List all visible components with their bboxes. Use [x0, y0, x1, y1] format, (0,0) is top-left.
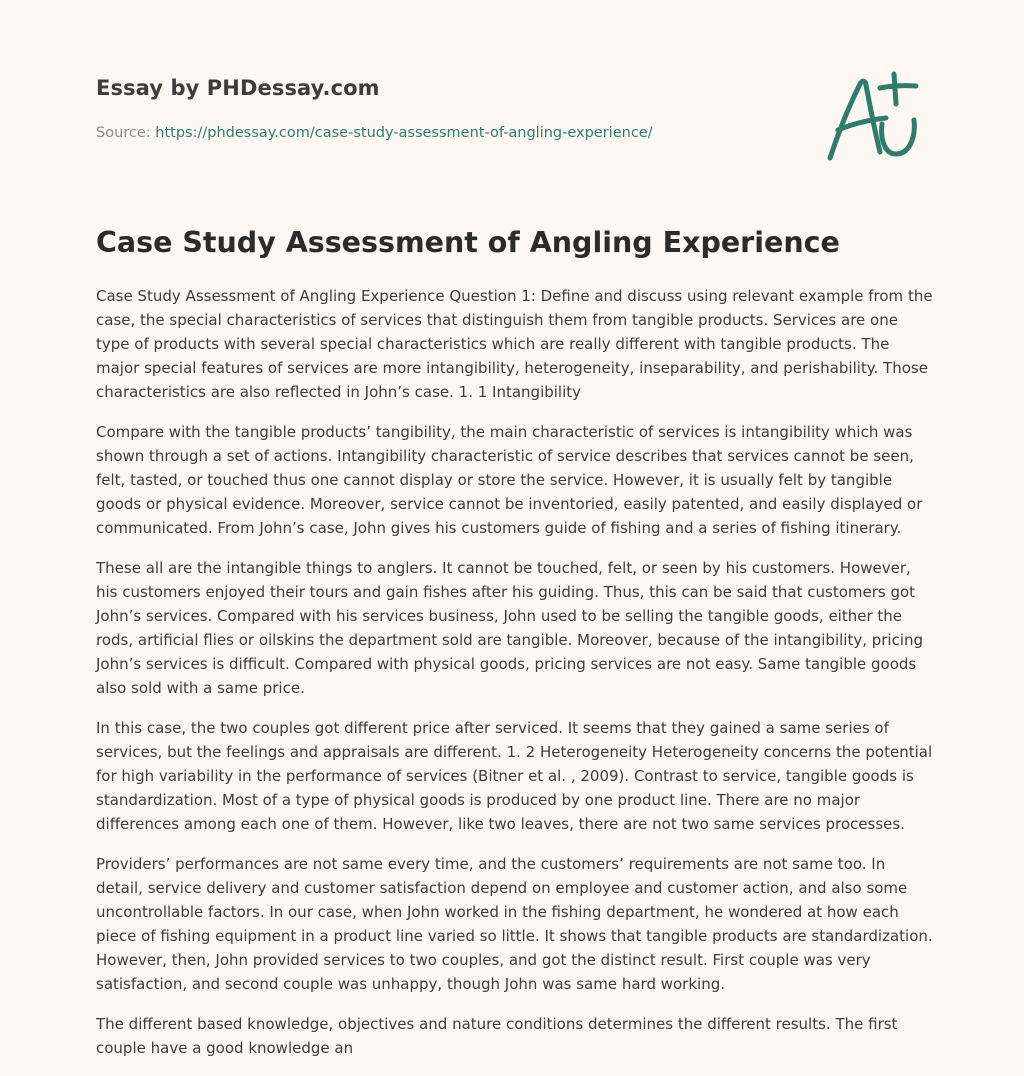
paragraph-5: Providers’ performances are not same every time, and the customers’ requirements are not same too. In detail, service delivery and customer satisfaction depend on employee and customer action, and also some uncontrollable factors. In our case, when John worked in the fishing department, he wondered at how each piece of fishing equipment in a product line varied so little. It shows that tangible products are standardization. However, then, John provided services to two couples, and got the distinct result. First couple was very satisfaction, and second couple was unhappy, though John was same hard working. [96, 855, 933, 993]
source-label: Source: [96, 125, 151, 141]
page-title: Case Study Assessment of Angling Experience [96, 226, 840, 259]
site-name: Essay by PHDessay.com [96, 76, 380, 100]
source-line [96, 125, 653, 141]
a-plus-logo-icon [824, 68, 924, 164]
paragraph-1: Case Study Assessment of Angling Experience Question 1: Define and discuss using relevant example from the case, the special characteristics of services that distinguish them from tangible products. Services are one type of products with several special characteristics which are really different with tangible products. The major special features of services are more intangibility, heterogeneity, inseparability, and perishability. Those characteristics are also reflected in John’s case. 1. 1 Intangibility [96, 287, 933, 401]
paragraph-6: The different based knowledge, objectives and nature conditions determines the different results. The first couple have a good knowledge an [96, 1015, 898, 1057]
essay-page [96, 0, 933, 1057]
paragraph-4: In this case, the two couples got different price after serviced. It seems that they gained a same series of services, but the feelings and appraisals are different. 1. 2 Heterogeneity Heterogeneity concerns the potential for high variability in the performance of services (Bitner et al. , 2009). Contrast to service, tangible goods is standardization. Most of a type of physical goods is produced by one product line. There are no major differences among each one of them. However, like two leaves, there are not two same services processes. [96, 719, 933, 833]
essay-body [96, 284, 936, 1076]
paragraph-2: Compare with the tangible products’ tangibility, the main characteristic of services is intangibility which was shown through a set of actions. Intangibility characteristic of service describes that services cannot be seen, felt, tasted, or touched thus one cannot display or store the service. However, it is usually felt by tangible goods or physical evidence. Moreover, service cannot be inventoried, easily patented, and easily displayed or communicated. From John’s case, John gives his customers guide of fishing and a series of fishing itinerary. [96, 423, 923, 537]
source-link[interactable]: https://phdessay.com/case-study-assessment-of-angling-experience/ [155, 125, 653, 141]
paragraph-3: These all are the intangible things to anglers. It cannot be touched, felt, or seen by his customers. However, his customers enjoyed their tours and gain fishes after his guiding. Thus, this can be said that customers got John’s services. Compared with his services business, John used to be selling the tangible goods, either the rods, artificial flies or oilskins the department sold are tangible. Moreover, because of the intangibility, pricing John’s services is difficult. Compared with physical goods, pricing services are not easy. Same tangible goods also sold with a same price. [96, 559, 924, 697]
header [96, 0, 928, 186]
